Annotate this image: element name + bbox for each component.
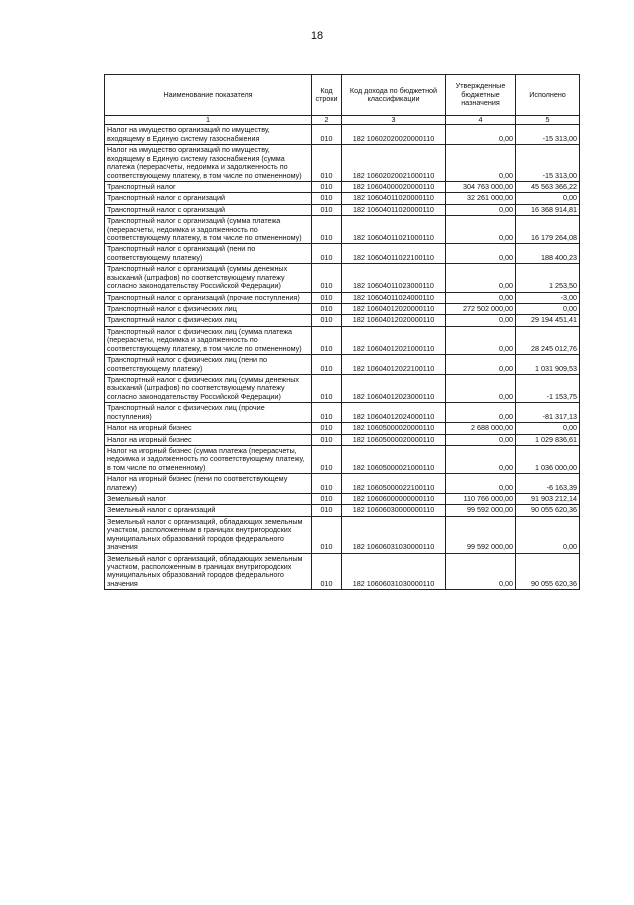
approved-amount-cell: 272 502 000,00 — [446, 304, 516, 315]
indicator-name-cell: Транспортный налог с организаций (сумма платежа (перерасчеты, недоимка и задолженность по соответствующему платежу, в том числе по отмененному) — [105, 216, 312, 244]
income-code-cell: 182 10604011021000110 — [342, 216, 446, 244]
executed-amount-cell: -15 313,00 — [516, 145, 580, 182]
executed-amount-cell: 90 055 620,36 — [516, 505, 580, 516]
executed-amount-cell: -81 317,13 — [516, 403, 580, 423]
line-code-cell: 010 — [312, 264, 342, 292]
table-row — [105, 244, 580, 264]
table-row — [105, 181, 580, 192]
table-row — [105, 216, 580, 244]
income-code-cell: 182 10604012022100110 — [342, 355, 446, 375]
table-row — [105, 315, 580, 326]
approved-amount-cell: 0,00 — [446, 204, 516, 215]
income-code-cell: 182 10604012020000110 — [342, 304, 446, 315]
indicator-name-cell: Налог на игорный бизнес (пени по соответствующему платежу) — [105, 474, 312, 494]
header-row — [105, 75, 580, 116]
table-row — [105, 304, 580, 315]
income-code-cell: 182 10604011022100110 — [342, 244, 446, 264]
executed-amount-cell: 91 903 212,14 — [516, 494, 580, 505]
line-code-cell: 010 — [312, 474, 342, 494]
line-code-cell: 010 — [312, 505, 342, 516]
column-number: 1 — [105, 116, 312, 125]
header-indicator-name: Наименование показателя — [105, 75, 312, 116]
approved-amount-cell: 0,00 — [446, 145, 516, 182]
header-income-code: Код дохода по бюджетной классификации — [342, 75, 446, 116]
line-code-cell: 010 — [312, 403, 342, 423]
table-body — [105, 125, 580, 590]
executed-amount-cell: 16 368 914,81 — [516, 204, 580, 215]
income-code-cell: 182 10604011020000110 — [342, 204, 446, 215]
table-row — [105, 445, 580, 473]
column-number: 2 — [312, 116, 342, 125]
line-code-cell: 010 — [312, 445, 342, 473]
executed-amount-cell: -3,00 — [516, 292, 580, 303]
indicator-name-cell: Земельный налог с организаций, обладающих земельным участком, расположенным в границах внутригородских муниципальных образований городов федерального значения — [105, 516, 312, 553]
executed-amount-cell: 1 031 909,53 — [516, 355, 580, 375]
approved-amount-cell: 2 688 000,00 — [446, 423, 516, 434]
income-code-cell: 182 10602020020000110 — [342, 125, 446, 145]
income-code-cell: 182 10605000020000110 — [342, 434, 446, 445]
indicator-name-cell: Транспортный налог с физических лиц (сумма платежа (перерасчеты, недоимка и задолженность по соответствующему платежу, в том числе по отмененному) — [105, 326, 312, 354]
table-row — [105, 264, 580, 292]
approved-amount-cell: 0,00 — [446, 434, 516, 445]
income-code-cell: 182 10606031030000110 — [342, 516, 446, 553]
table-row — [105, 403, 580, 423]
approved-amount-cell: 0,00 — [446, 355, 516, 375]
table-row — [105, 125, 580, 145]
indicator-name-cell: Транспортный налог с организаций (суммы денежных взысканий (штрафов) по соответствующему платежу согласно законодательству Российской Федерации) — [105, 264, 312, 292]
line-code-cell: 010 — [312, 434, 342, 445]
executed-amount-cell: 16 179 264,08 — [516, 216, 580, 244]
approved-amount-cell: 0,00 — [446, 326, 516, 354]
executed-amount-cell: 1 029 836,61 — [516, 434, 580, 445]
line-code-cell: 010 — [312, 326, 342, 354]
executed-amount-cell: -15 313,00 — [516, 125, 580, 145]
executed-amount-cell: 45 563 366,22 — [516, 181, 580, 192]
budget-revenue-table — [104, 74, 580, 590]
indicator-name-cell: Транспортный налог с физических лиц — [105, 304, 312, 315]
line-code-cell: 010 — [312, 315, 342, 326]
line-code-cell: 010 — [312, 145, 342, 182]
header-executed: Исполнено — [516, 75, 580, 116]
line-code-cell: 010 — [312, 125, 342, 145]
income-code-cell: 182 10604012021000110 — [342, 326, 446, 354]
line-code-cell: 010 — [312, 304, 342, 315]
column-number-row — [105, 116, 580, 125]
executed-amount-cell: 1 253,50 — [516, 264, 580, 292]
executed-amount-cell: -6 163,39 — [516, 474, 580, 494]
approved-amount-cell: 99 592 000,00 — [446, 516, 516, 553]
indicator-name-cell: Земельный налог с организаций, обладающих земельным участком, расположенным в границах внутригородских муниципальных образований городов федерального значения — [105, 553, 312, 590]
income-code-cell: 182 10604012023000110 — [342, 374, 446, 402]
table-row — [105, 516, 580, 553]
table-row — [105, 145, 580, 182]
column-number: 4 — [446, 116, 516, 125]
column-number: 3 — [342, 116, 446, 125]
executed-amount-cell: 29 194 451,41 — [516, 315, 580, 326]
indicator-name-cell: Земельный налог с организаций — [105, 505, 312, 516]
income-code-cell: 182 10604011023000110 — [342, 264, 446, 292]
indicator-name-cell: Налог на имущество организаций по имуществу, входящему в Единую систему газоснабжения — [105, 125, 312, 145]
income-code-cell: 182 10605000020000110 — [342, 423, 446, 434]
indicator-name-cell: Транспортный налог с организаций (пени по соответствующему платежу) — [105, 244, 312, 264]
executed-amount-cell: 1 036 000,00 — [516, 445, 580, 473]
approved-amount-cell: 99 592 000,00 — [446, 505, 516, 516]
approved-amount-cell: 0,00 — [446, 403, 516, 423]
line-code-cell: 010 — [312, 204, 342, 215]
indicator-name-cell: Транспортный налог с физических лиц (прочие поступления) — [105, 403, 312, 423]
income-code-cell: 182 10606000000000110 — [342, 494, 446, 505]
executed-amount-cell: 0,00 — [516, 304, 580, 315]
line-code-cell: 010 — [312, 216, 342, 244]
line-code-cell: 010 — [312, 193, 342, 204]
approved-amount-cell: 0,00 — [446, 264, 516, 292]
executed-amount-cell: 0,00 — [516, 516, 580, 553]
approved-amount-cell: 32 261 000,00 — [446, 193, 516, 204]
approved-amount-cell: 304 763 000,00 — [446, 181, 516, 192]
table-row — [105, 505, 580, 516]
line-code-cell: 010 — [312, 244, 342, 264]
indicator-name-cell: Налог на игорный бизнес — [105, 423, 312, 434]
income-code-cell: 182 10605000021000110 — [342, 445, 446, 473]
approved-amount-cell: 0,00 — [446, 445, 516, 473]
indicator-name-cell: Транспортный налог с организаций (прочие поступления) — [105, 292, 312, 303]
indicator-name-cell: Налог на игорный бизнес — [105, 434, 312, 445]
column-number: 5 — [516, 116, 580, 125]
table-row — [105, 374, 580, 402]
table-row — [105, 474, 580, 494]
table-row — [105, 204, 580, 215]
indicator-name-cell: Транспортный налог — [105, 181, 312, 192]
line-code-cell: 010 — [312, 292, 342, 303]
executed-amount-cell: 0,00 — [516, 193, 580, 204]
line-code-cell: 010 — [312, 181, 342, 192]
table-row — [105, 553, 580, 590]
income-code-cell: 182 10605000022100110 — [342, 474, 446, 494]
income-code-cell: 182 10606030000000110 — [342, 505, 446, 516]
header-line-code: Код строки — [312, 75, 342, 116]
income-code-cell: 182 10604011020000110 — [342, 193, 446, 204]
line-code-cell: 010 — [312, 423, 342, 434]
approved-amount-cell: 0,00 — [446, 216, 516, 244]
indicator-name-cell: Транспортный налог с организаций — [105, 193, 312, 204]
indicator-name-cell: Транспортный налог с физических лиц (суммы денежных взысканий (штрафов) по соответствующему платежу согласно законодательству Российской Федерации) — [105, 374, 312, 402]
indicator-name-cell: Транспортный налог с организаций — [105, 204, 312, 215]
table-row — [105, 494, 580, 505]
header-approved: Утвержденные бюджетные назначения — [446, 75, 516, 116]
line-code-cell: 010 — [312, 516, 342, 553]
income-code-cell: 182 10604012024000110 — [342, 403, 446, 423]
table-row — [105, 326, 580, 354]
executed-amount-cell: 90 055 620,36 — [516, 553, 580, 590]
income-code-cell: 182 10604011024000110 — [342, 292, 446, 303]
indicator-name-cell: Налог на имущество организаций по имуществу, входящему в Единую систему газоснабжения (сумма платежа (перерасчеты, недоимка и задолженность по соответствующему платежу, в том числе по отмененному) — [105, 145, 312, 182]
approved-amount-cell: 0,00 — [446, 315, 516, 326]
approved-amount-cell: 0,00 — [446, 125, 516, 145]
income-code-cell: 182 10604012020000110 — [342, 315, 446, 326]
table-row — [105, 355, 580, 375]
page-number: 18 — [310, 30, 324, 42]
indicator-name-cell: Транспортный налог с физических лиц — [105, 315, 312, 326]
income-code-cell: 182 10602020021000110 — [342, 145, 446, 182]
line-code-cell: 010 — [312, 355, 342, 375]
executed-amount-cell: 188 400,23 — [516, 244, 580, 264]
approved-amount-cell: 0,00 — [446, 374, 516, 402]
table-row — [105, 423, 580, 434]
line-code-cell: 010 — [312, 553, 342, 590]
indicator-name-cell: Налог на игорный бизнес (сумма платежа (перерасчеты, недоимка и задолженность по соответствующему платежу, в том числе по отмененному) — [105, 445, 312, 473]
income-code-cell: 182 10604000020000110 — [342, 181, 446, 192]
table-row — [105, 193, 580, 204]
approved-amount-cell: 0,00 — [446, 474, 516, 494]
approved-amount-cell: 0,00 — [446, 244, 516, 264]
approved-amount-cell: 0,00 — [446, 292, 516, 303]
executed-amount-cell: -1 153,75 — [516, 374, 580, 402]
indicator-name-cell: Транспортный налог с физических лиц (пени по соответствующему платежу) — [105, 355, 312, 375]
indicator-name-cell: Земельный налог — [105, 494, 312, 505]
income-code-cell: 182 10606031030000110 — [342, 553, 446, 590]
table-row — [105, 292, 580, 303]
approved-amount-cell: 110 766 000,00 — [446, 494, 516, 505]
executed-amount-cell: 28 245 012,76 — [516, 326, 580, 354]
line-code-cell: 010 — [312, 374, 342, 402]
line-code-cell: 010 — [312, 494, 342, 505]
executed-amount-cell: 0,00 — [516, 423, 580, 434]
approved-amount-cell: 0,00 — [446, 553, 516, 590]
table-row — [105, 434, 580, 445]
